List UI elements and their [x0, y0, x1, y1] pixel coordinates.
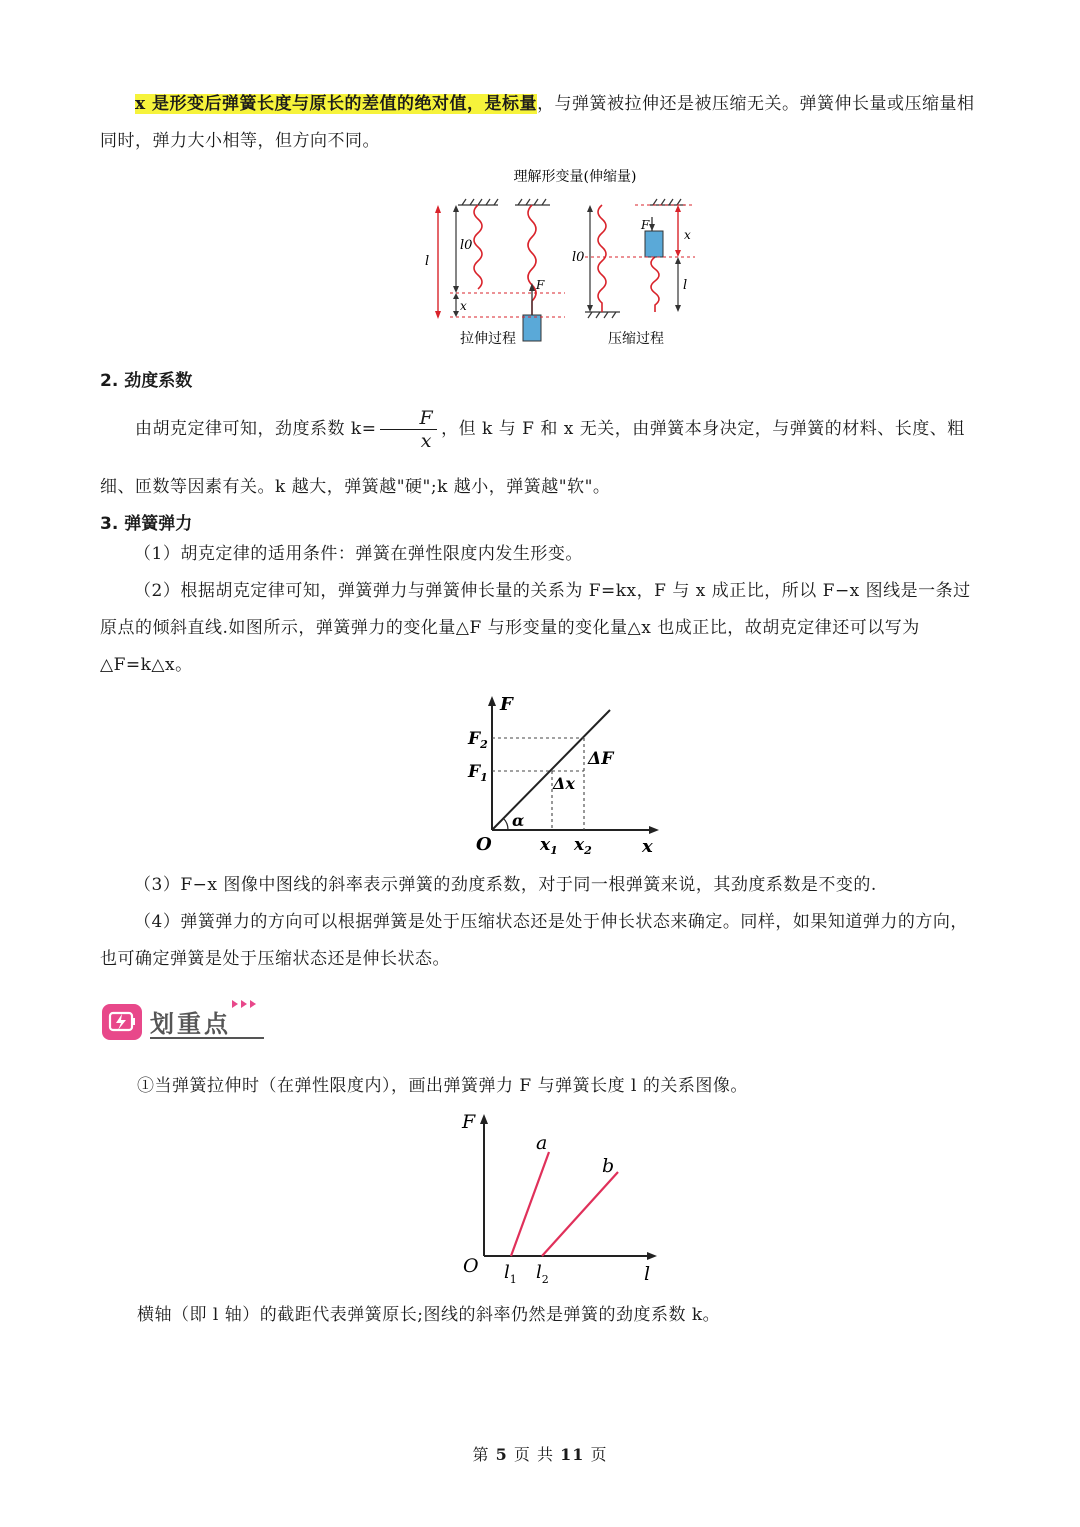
badge-text: 划重点 [150, 1009, 231, 1038]
label-l-axis: l [644, 1263, 651, 1285]
label-F-stretch: F [536, 278, 545, 292]
label-x1: $x_1$ [540, 835, 558, 857]
label-b: b [602, 1155, 615, 1177]
footer-prefix: 第 [472, 1445, 490, 1464]
f-x-line [492, 710, 610, 830]
label-alpha: α [512, 811, 525, 830]
intro-rest-text: ，与弹簧被拉伸还是被压缩无关。弹簧伸长量或压缩量相同时，弹力大小相等，但方向不同。 [100, 94, 975, 151]
item-3: （3）F−x 图像中图线的斜率表示弹簧的劲度系数，对于同一根弹簧来说，其劲度系数是不变的. [134, 875, 877, 895]
label-l0-left: l0 [460, 238, 473, 253]
label-l2: $l_2$ [536, 1262, 549, 1286]
footer-suffix: 页 [590, 1445, 608, 1464]
figure-title: 理解形变量(伸缩量) [513, 169, 637, 185]
block-stretch [523, 315, 541, 341]
label-a: a [536, 1132, 548, 1154]
f-x-graph [462, 692, 662, 862]
keypoint-note: 横轴（即 l 轴）的截距代表弹簧原长;图线的斜率仍然是弹簧的劲度系数 k。 [137, 1305, 721, 1325]
spring-deformation-figure [420, 165, 710, 350]
label-delta-F: ΔF [588, 749, 614, 769]
heading-stiffness: 2. 劲度系数 [100, 371, 193, 391]
angle-arc [503, 818, 508, 830]
spring-compressed [651, 257, 659, 312]
top-support-right [650, 199, 685, 205]
label-x-left: x [460, 299, 467, 313]
stiffness-paragraph [100, 400, 985, 516]
f-l-graph [458, 1108, 668, 1293]
label-delta-x: Δx [553, 774, 575, 793]
fraction-denominator: x [420, 430, 432, 452]
label-x-axis: x [642, 836, 653, 857]
label-l0-right: l0 [572, 250, 585, 265]
label-origin: O [476, 834, 492, 855]
top-support-left [458, 199, 498, 205]
fraction-F-over-x [380, 407, 437, 452]
label-l1: $l_1$ [504, 1262, 517, 1286]
page-footer [0, 1442, 1080, 1465]
bottom-support [585, 312, 620, 318]
caption-compress: 压缩过程 [608, 331, 664, 347]
item-2: （2）根据胡克定律可知，弹簧弹力与弹簧伸长量的关系为 F=kx，F 与 x 成正比，所以 F−x 图线是一条过原点的倾斜直线.如图所示，弹簧弹力的变化量△F 与形变量的变化量△x 也成正比，故胡克定律还可以写为△F=k△x。 [100, 581, 971, 675]
label-x-right: x [684, 228, 691, 242]
label-F-compress: F [641, 218, 650, 232]
line-a [511, 1152, 549, 1256]
deco-arrow-2 [241, 1000, 247, 1008]
block-compress [645, 231, 663, 257]
fraction-numerator: F [380, 407, 437, 430]
label-origin-fl: O [463, 1255, 479, 1277]
label-F1: $F_1$ [468, 762, 488, 784]
label-F-fl: F [462, 1111, 476, 1133]
line-b [542, 1172, 618, 1256]
deco-arrow-3 [250, 1000, 256, 1008]
keypoint-item-1: ①当弹簧拉伸时（在弹性限度内），画出弹簧弹力 F 与弹簧长度 l 的关系图像。 [137, 1076, 748, 1096]
footer-total-pages: 11 [560, 1445, 585, 1464]
stiffness-text-before: 由胡克定律可知，劲度系数 k= [135, 419, 377, 439]
spring-natural [474, 205, 482, 289]
key-point-badge [102, 1000, 272, 1044]
caption-stretch: 拉伸过程 [460, 331, 516, 347]
label-F-axis: F [500, 694, 513, 715]
item-1: （1）胡克定律的适用条件：弹簧在弹性限度内发生形变。 [134, 544, 583, 564]
deco-arrow-1 [232, 1000, 238, 1008]
label-l-left: l [425, 254, 430, 269]
footer-middle: 页 共 [513, 1445, 554, 1464]
label-F2: $F_2$ [468, 729, 488, 751]
heading-spring-force: 3. 弹簧弹力 [100, 514, 193, 534]
top-support-middle [515, 199, 550, 205]
item-4: （4）弹簧弹力的方向可以根据弹簧是处于压缩状态还是处于伸长状态来确定。同样，如果知道弹力的方向，也可确定弹簧是处于压缩状态还是伸长状态。 [100, 912, 968, 969]
footer-page-number: 5 [495, 1445, 508, 1464]
spring-natural-right [598, 205, 606, 312]
intro-paragraph [100, 86, 985, 160]
label-x2: $x_2$ [574, 835, 592, 857]
stiffness-text-after: ，但 k 与 F 和 x 无关，由弹簧本身决定，与弹簧的材料、长度、粗细、匝数等因素有关。k 越大，弹簧越"硬";k 越小，弹簧越"软"。 [100, 419, 965, 497]
label-l-right: l [683, 278, 688, 293]
highlighted-text: x 是形变后弹簧长度与原长的差值的绝对值，是标量 [135, 94, 538, 114]
